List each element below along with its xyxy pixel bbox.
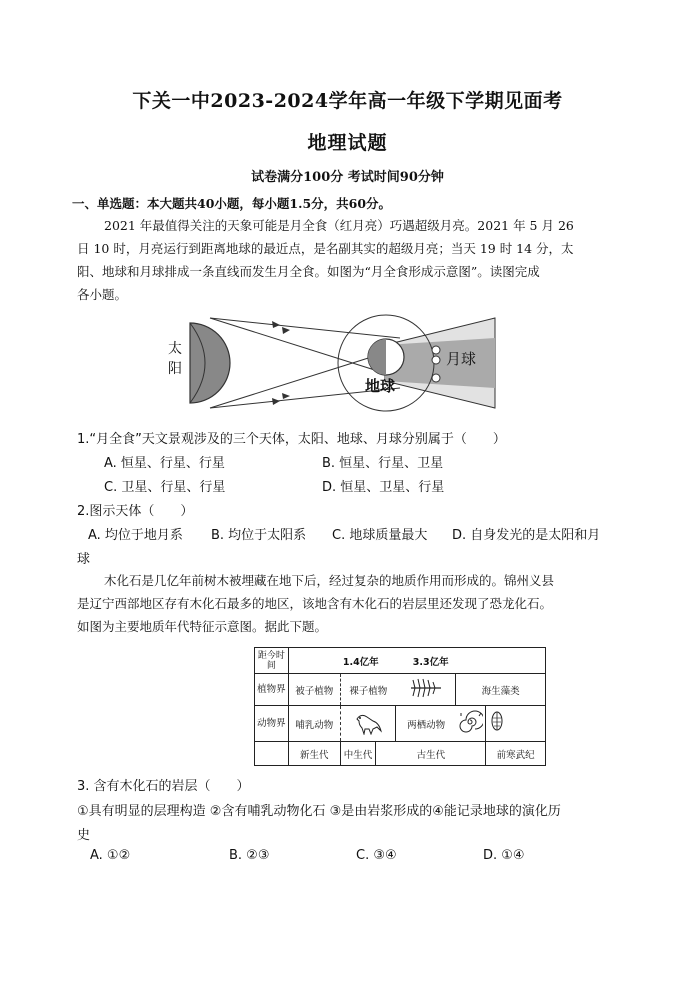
era-cenozoic: 新生代 [288,742,340,766]
q3-option-d[interactable]: D. ①④ [483,848,525,863]
dinosaur-icon [340,706,396,742]
earth-label: 地球 [365,377,396,395]
q2-stem: 2.图示天体（ ） [77,504,194,519]
animal-row [255,706,546,742]
geologic-time-table [254,647,546,766]
q1-option-b[interactable]: B. 恒星、行星、卫星 [322,456,444,471]
fish-fossil-icon [486,706,546,742]
plant-algae: 海生藻类 [456,674,546,706]
q1-option-c[interactable]: C. 卫星、行星、行星 [104,480,226,495]
passage2-line-2: 是辽宁西部地区存有木化石最多的地区，该地含有木化石的岩层里还发现了恐龙化石。 [77,596,553,611]
q2-option-b[interactable]: B. 均位于太阳系 [211,528,307,543]
moon-label: 月球 [446,350,477,368]
ammonite-icon [456,706,486,742]
plant-angiosperm: 被子植物 [288,674,340,706]
era-paleozoic: 古生代 [376,742,486,766]
intro-line-4: 各小题。 [77,287,128,302]
intro-line-3: 阳、地球和月球排成一条直线而发生月全食。如图为“月全食形成示意图”。读图完成 [77,264,540,279]
intro-line-1: 2021 年最值得关注的天象可能是月全食（红月亮）巧遇超级月亮。2021 年 5 月 26 [104,218,574,233]
exam-title: 下关一中2023-2024学年高一年级下学期见面考 [132,90,563,112]
q2-option-d[interactable]: D. 自身发光的是太阳和月 [452,528,601,543]
era-mesozoic: 中生代 [340,742,376,766]
time-header: 距今时间 [255,648,289,674]
animal-amphibian: 两栖动物 [407,719,446,731]
animal-mammal: 哺乳动物 [288,706,340,742]
q3-option-a[interactable]: A. ①② [90,848,131,863]
q2-option-d-overflow: 球 [77,552,91,567]
plant-header: 植物界 [255,674,289,706]
time-mark-2: 3.3亿年 [412,656,449,668]
passage2-line-1: 木化石是几亿年前树木被埋藏在地下后，经过复杂的地质作用而形成的。锦州义县 [104,573,555,588]
plant-row [255,674,546,706]
plant-gymnosperm: 裸子植物 [340,674,396,706]
era-precambrian: 前寒武纪 [486,742,546,766]
q1-stem: 1.“月全食”天文景观涉及的三个天体，太阳、地球、月球分别属于（ ） [77,432,506,447]
time-row [255,648,546,674]
section-heading: 一、单选题：本大题共40小题，每小题1.5分，共60分。 [72,196,392,211]
time-mark-1: 1.4亿年 [342,656,379,668]
q3-option-c[interactable]: C. ③④ [356,848,397,863]
passage2-line-3: 如图为主要地质年代特征示意图。据此下题。 [77,619,328,634]
q2-option-c[interactable]: C. 地球质量最大 [332,528,428,543]
sun-label-1: 太 [168,341,182,357]
exam-info: 试卷满分100分 考试时间90分钟 [251,170,444,185]
intro-line-2: 日 10 时，月亮运行到距离地球的最近点，是名副其实的超级月亮；当天 19 时 14 分，太 [77,241,574,256]
q3-option-b[interactable]: B. ②③ [229,848,270,863]
q3-stem: 3. 含有木化石的岩层（ ） [77,779,250,794]
q1-option-a[interactable]: A. 恒星、行星、行星 [104,456,225,471]
q1-option-d[interactable]: D. 恒星、卫星、行星 [322,480,445,495]
animal-header: 动物界 [255,706,289,742]
sun-label-2: 阳 [168,361,182,377]
q3-statement-line-2: 史 [77,828,91,843]
fern-icon [396,674,456,706]
q3-statement-line-1: ①具有明显的层理构造 ②含有哺乳动物化石 ③是由岩浆形成的④能记录地球的演化历 [77,804,561,819]
subject-title: 地理试题 [307,132,388,154]
q2-option-a[interactable]: A. 均位于地月系 [88,528,183,543]
era-row [255,742,546,766]
